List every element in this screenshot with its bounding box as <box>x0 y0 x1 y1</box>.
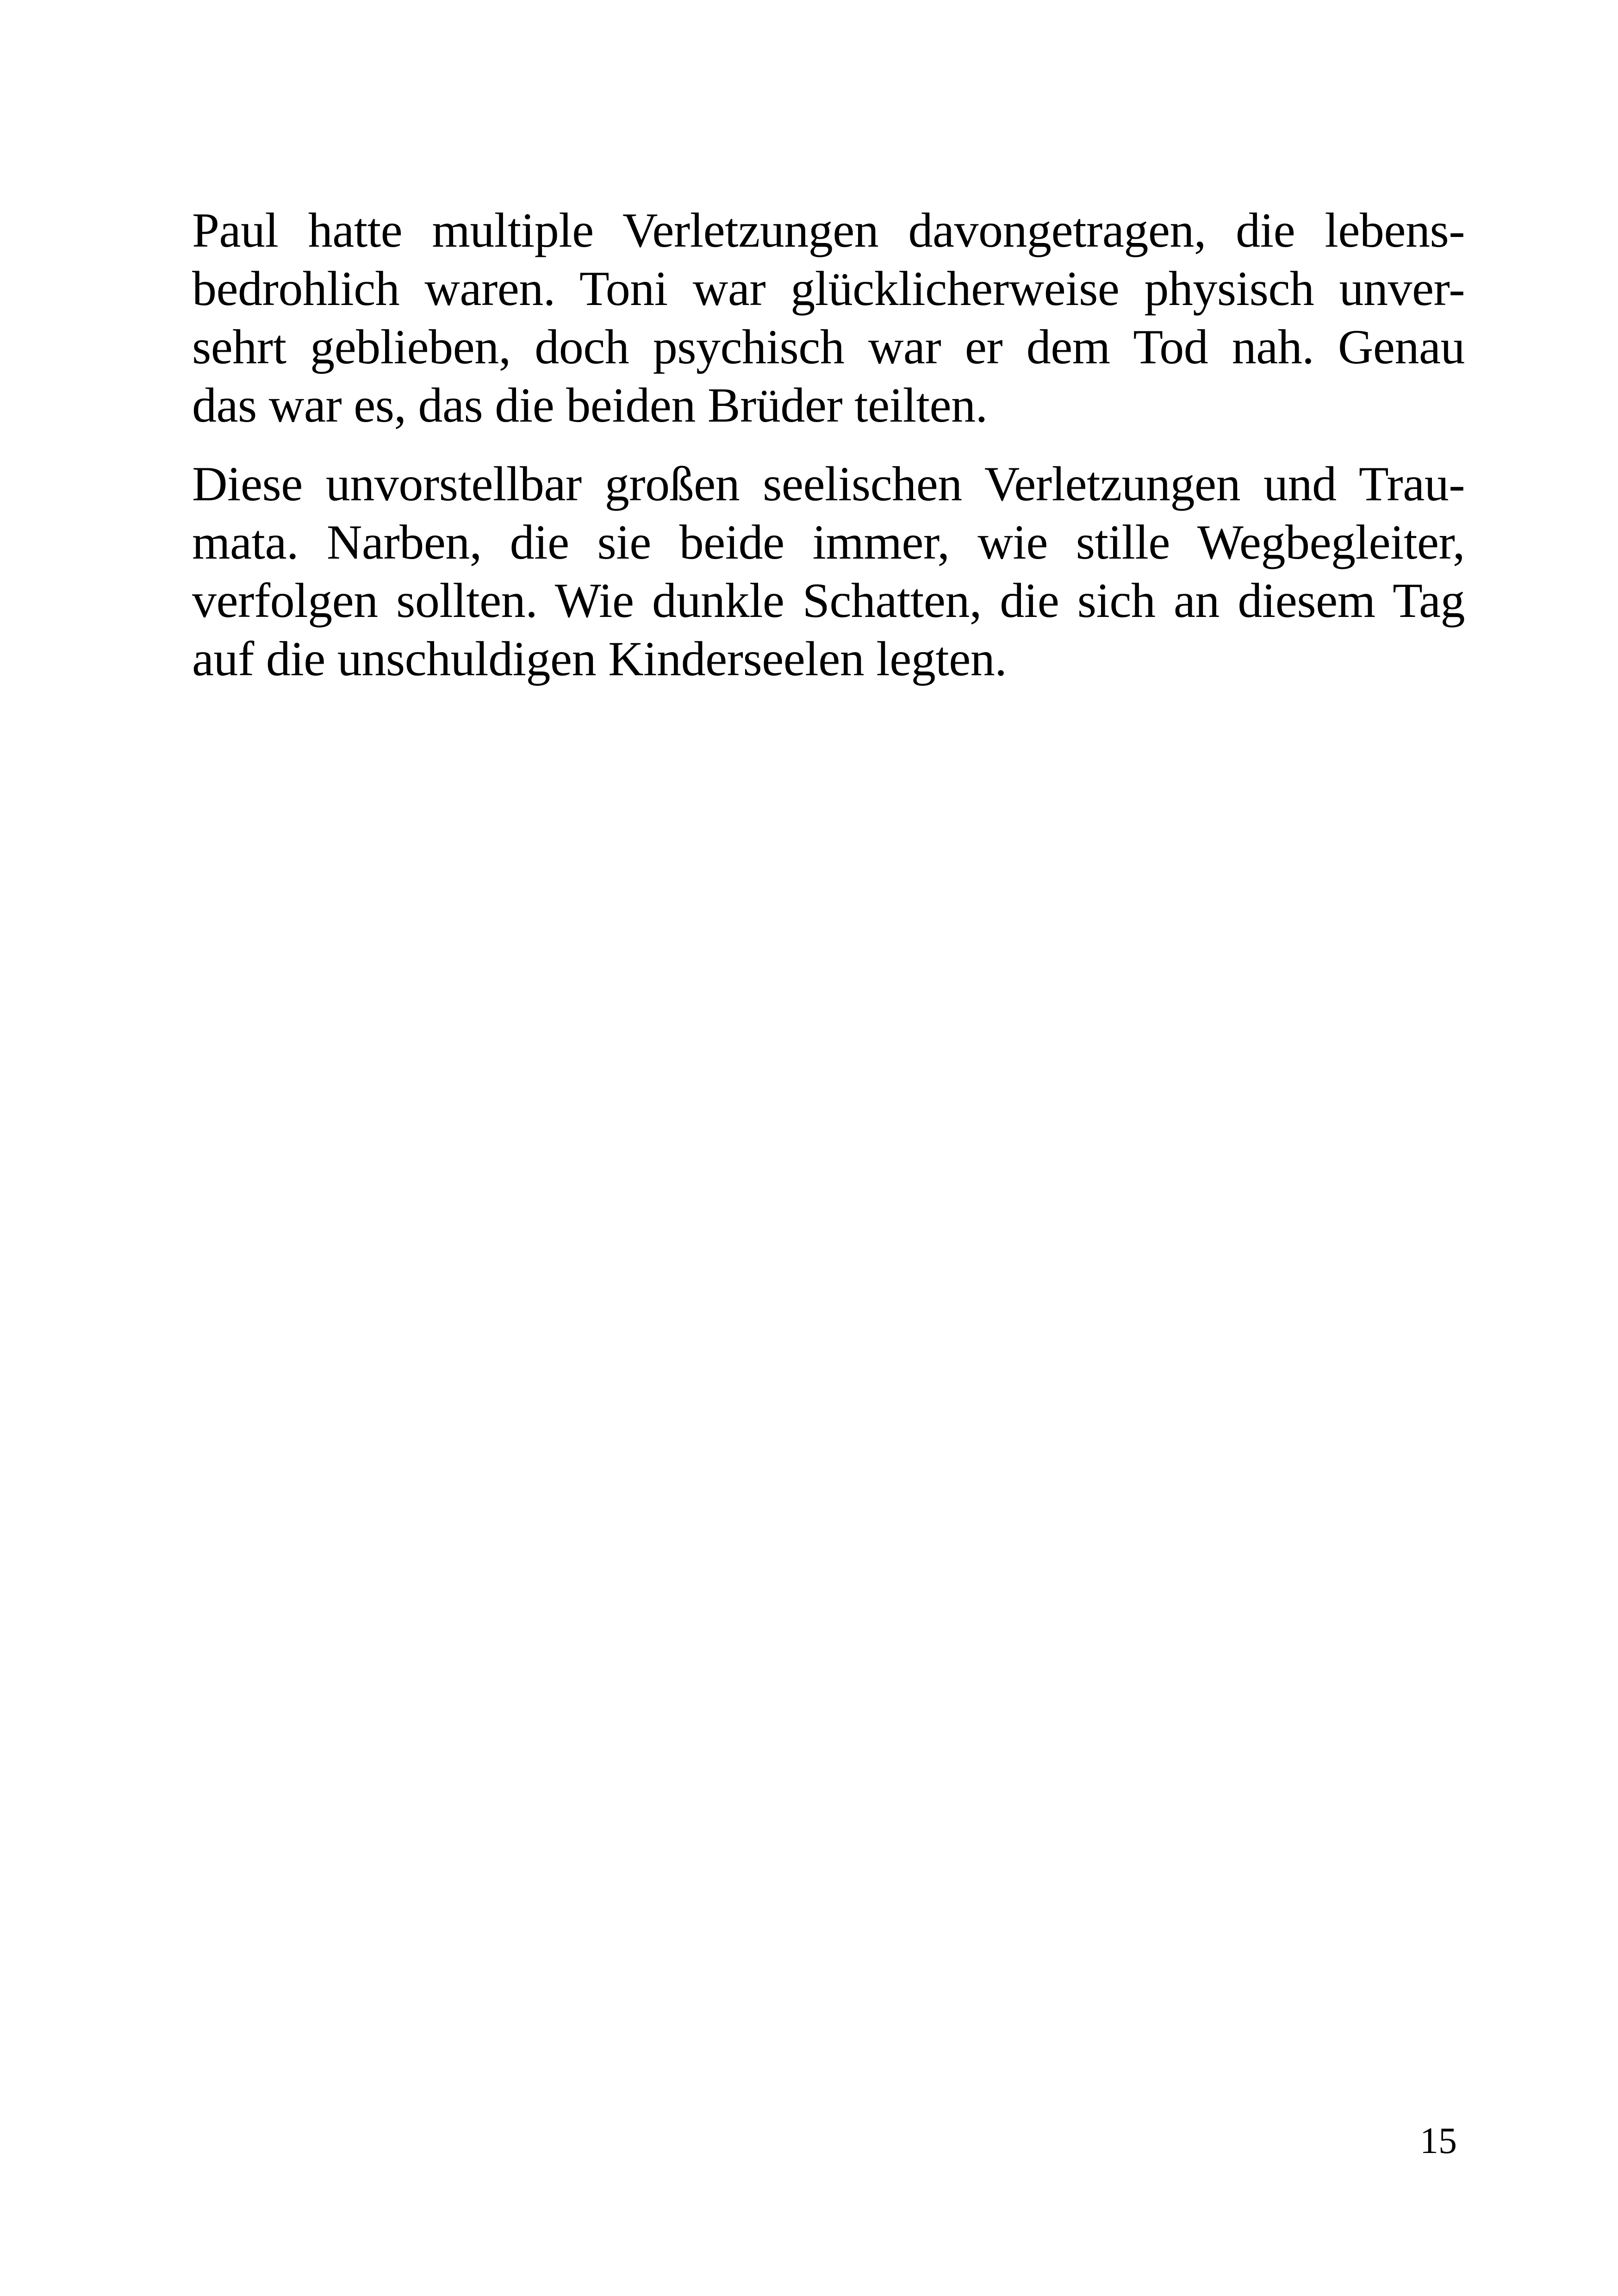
text-line: das war es, das die beiden Brüder teilten. <box>192 378 988 432</box>
paragraph-1 <box>192 201 1465 435</box>
text-line: auf die unschuldigen Kinderseelen legten. <box>192 632 1007 686</box>
body-text <box>192 201 1465 688</box>
page-number: 15 <box>1420 2121 1457 2161</box>
text-line: bedrohlich waren. Toni war glücklicherweise physisch unver- <box>192 261 1465 316</box>
text-line: Paul hatte multiple Verletzungen davongetragen, die lebens- <box>192 203 1465 257</box>
text-line: mata. Narben, die sie beide immer, wie stille Wegbegleiter, <box>192 515 1465 569</box>
paragraph-2 <box>192 455 1465 688</box>
text-line: Diese unvorstellbar großen seelischen Verletzungen und Trau- <box>192 457 1465 511</box>
text-line: verfolgen sollten. Wie dunkle Schatten, die sich an diesem Tag <box>192 573 1465 628</box>
text-line: sehrt geblieben, doch psychisch war er dem Tod nah. Genau <box>192 320 1465 374</box>
